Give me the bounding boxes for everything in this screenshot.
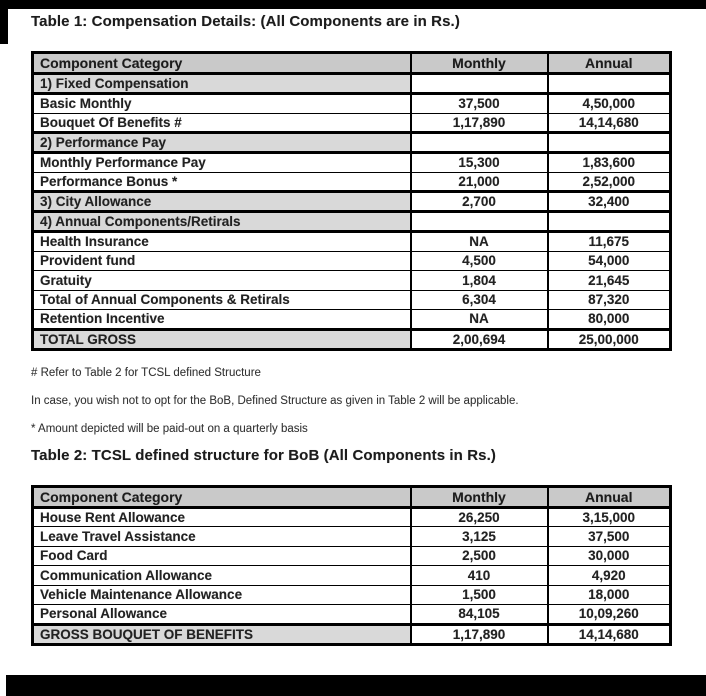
table-row [33,290,671,310]
annual-value-cell: 87,320 [548,290,671,310]
table1-title: Table 1: Compensation Details: (All Components are in Rs.) [31,13,460,30]
component-cell: Communication Allowance [33,566,411,586]
bottom-black-bar [6,675,706,696]
monthly-value-cell: 37,500 [411,94,548,114]
table-row [33,232,671,252]
component-cell: GROSS BOUQUET OF BENEFITS [33,624,411,644]
component-cell: Food Card [33,546,411,566]
annual-value-cell: 3,15,000 [548,507,671,527]
component-cell: House Rent Allowance [33,507,411,527]
left-black-bar [0,0,8,44]
table-row [33,153,671,173]
annual-value-cell: 37,500 [548,527,671,547]
table-row [33,605,671,625]
annual-value-cell: 25,00,000 [548,329,671,349]
monthly-value-cell [411,133,548,153]
monthly-value-cell: 2,500 [411,546,548,566]
component-cell: 3) City Allowance [33,192,411,212]
monthly-value-cell: 21,000 [411,172,548,192]
table-row [33,310,671,330]
column-header-category: Component Category [33,486,411,507]
table-row [33,585,671,605]
header-row [33,53,671,74]
table2-body [33,507,671,644]
bob-structure-table [31,485,672,646]
component-cell: Retention Incentive [33,310,411,330]
component-cell: 1) Fixed Compensation [33,74,411,94]
annual-value-cell: 14,14,680 [548,624,671,644]
table-row [33,172,671,192]
footnote-quarterly-payout: * Amount depicted will be paid-out on a quarterly basis [31,422,308,435]
component-cell: Bouquet Of Benefits # [33,113,411,133]
monthly-value-cell: 1,17,890 [411,113,548,133]
column-header-category: Component Category [33,53,411,74]
annual-value-cell [548,74,671,94]
column-header-annual: Annual [548,486,671,507]
component-cell: Provident fund [33,251,411,271]
table-row [33,566,671,586]
annual-value-cell: 4,920 [548,566,671,586]
monthly-value-cell: NA [411,310,548,330]
table-row [33,251,671,271]
component-cell: TOTAL GROSS [33,329,411,349]
component-cell: Basic Monthly [33,94,411,114]
footnote-table2-reference: # Refer to Table 2 for TCSL defined Structure [31,366,261,379]
monthly-value-cell [411,212,548,232]
monthly-value-cell: 410 [411,566,548,586]
component-cell: Performance Bonus * [33,172,411,192]
section-row [33,329,671,349]
component-cell: Vehicle Maintenance Allowance [33,585,411,605]
monthly-value-cell: NA [411,232,548,252]
table1-body [33,74,671,350]
component-cell: Leave Travel Assistance [33,527,411,547]
monthly-value-cell: 3,125 [411,527,548,547]
monthly-value-cell [411,74,548,94]
section-row [33,212,671,232]
component-cell: Total of Annual Components & Retirals [33,290,411,310]
annual-value-cell: 14,14,680 [548,113,671,133]
annual-value-cell: 21,645 [548,271,671,291]
table-row [33,507,671,527]
section-row [33,133,671,153]
annual-value-cell: 54,000 [548,251,671,271]
annual-value-cell [548,133,671,153]
annual-value-cell: 2,52,000 [548,172,671,192]
annual-value-cell: 11,675 [548,232,671,252]
compensation-table [31,51,672,351]
monthly-value-cell: 84,105 [411,605,548,625]
monthly-value-cell: 1,17,890 [411,624,548,644]
monthly-value-cell: 15,300 [411,153,548,173]
footnote-bob-opt-out: In case, you wish not to opt for the BoB, Defined Structure as given in Table 2 will be applicable. [31,394,519,407]
annual-value-cell [548,212,671,232]
component-cell: Personal Allowance [33,605,411,625]
column-header-monthly: Monthly [411,53,548,74]
monthly-value-cell: 2,700 [411,192,548,212]
monthly-value-cell: 1,804 [411,271,548,291]
monthly-value-cell: 6,304 [411,290,548,310]
annual-value-cell: 4,50,000 [548,94,671,114]
monthly-value-cell: 26,250 [411,507,548,527]
component-cell: Health Insurance [33,232,411,252]
table-row [33,271,671,291]
column-header-annual: Annual [548,53,671,74]
section-row [33,624,671,644]
column-header-monthly: Monthly [411,486,548,507]
annual-value-cell: 30,000 [548,546,671,566]
annual-value-cell: 32,400 [548,192,671,212]
component-cell: 2) Performance Pay [33,133,411,153]
component-cell: Gratuity [33,271,411,291]
table-row [33,94,671,114]
annual-value-cell: 1,83,600 [548,153,671,173]
table-row [33,546,671,566]
annual-value-cell: 80,000 [548,310,671,330]
table2-title: Table 2: TCSL defined structure for BoB (All Components in Rs.) [31,446,496,464]
document-page [31,0,676,646]
monthly-value-cell: 1,500 [411,585,548,605]
header-row [33,486,671,507]
section-row [33,74,671,94]
annual-value-cell: 18,000 [548,585,671,605]
annual-value-cell: 10,09,260 [548,605,671,625]
component-cell: 4) Annual Components/Retirals [33,212,411,232]
section-row [33,192,671,212]
table-row [33,113,671,133]
monthly-value-cell: 2,00,694 [411,329,548,349]
monthly-value-cell: 4,500 [411,251,548,271]
component-cell: Monthly Performance Pay [33,153,411,173]
table-row [33,527,671,547]
